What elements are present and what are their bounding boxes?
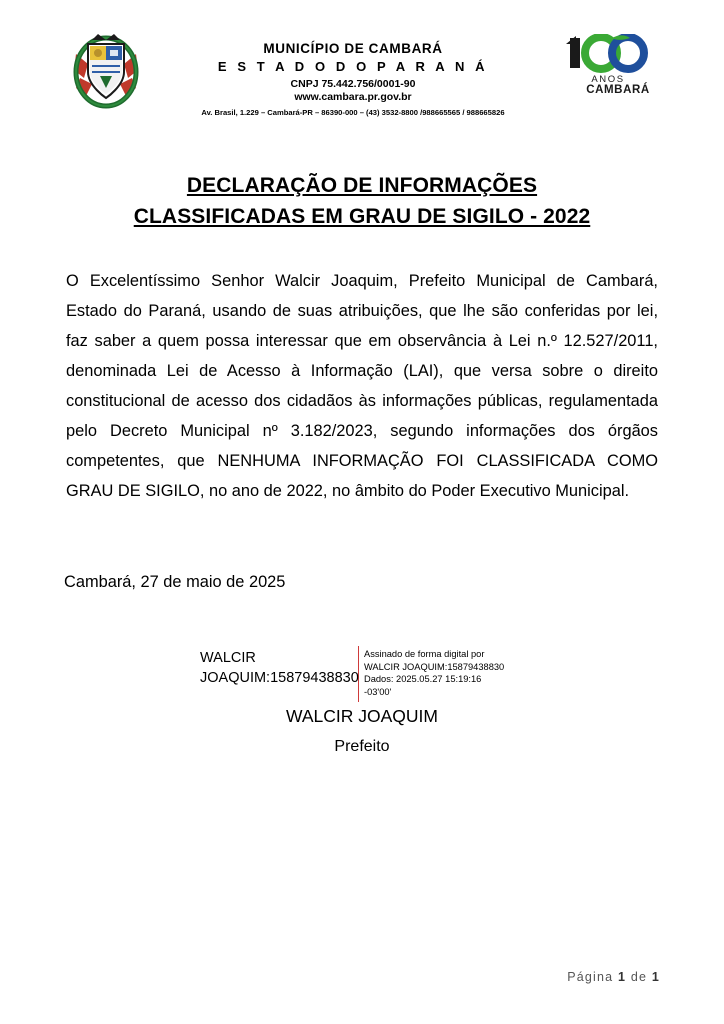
signatory-name: WALCIR JOAQUIM (286, 706, 438, 726)
digital-signature-stamp-right (364, 648, 536, 698)
stamp-line-1: Assinado de forma digital por (364, 649, 485, 659)
document-header (64, 26, 660, 122)
digital-signature-stamp-left: WALCIR JOAQUIM:15879438830 (200, 650, 359, 686)
footer-current-page: 1 (618, 970, 627, 984)
footer-label-of: de (630, 970, 648, 984)
date-line: Cambará, 27 de maio de 2025 (64, 573, 286, 591)
address-line: Av. Brasil, 1.229 – Cambará-PR – 86390-000 – (43) 3532-8800 /988665565 / 988665826 (201, 108, 505, 117)
svg-text:CAMBARÁ: CAMBARÁ (586, 84, 650, 96)
page-title-line-1: DECLARAÇÃO DE INFORMAÇÕES (186, 174, 538, 197)
stamp-line-3: Dados: 2025.05.27 15:19:16 (364, 674, 482, 685)
page-title-line-2: CLASSIFICADAS EM GRAU DE SIGILO - 2022 (133, 205, 591, 228)
municipality-name: MUNICÍPIO DE CAMBARÁ (263, 41, 443, 56)
cambara-100-anos-logo-icon (564, 34, 656, 96)
page-number-footer (567, 970, 660, 984)
municipal-coat-of-arms-icon (70, 26, 142, 112)
footer-total-pages: 1 (651, 970, 660, 984)
cnpj-line: CNPJ 75.442.756/0001-90 (290, 78, 416, 90)
svg-text:ANOS: ANOS (591, 74, 625, 85)
header-text-block (142, 26, 564, 119)
footer-label-page: Página (567, 970, 614, 984)
state-name: E S T A D O D O P A R A N Á (217, 59, 489, 74)
stamp-line-4: -03'00' (364, 686, 392, 697)
page-title (64, 170, 660, 232)
stamp-line-2: WALCIR JOAQUIM:15879438830 (364, 661, 505, 672)
website-line: www.cambara.pr.gov.br (294, 91, 412, 103)
declaration-paragraph: O Excelentíssimo Senhor Walcir Joaquim, Prefeito Municipal de Cambará, Estado do Paraná, usando de suas atribuições, que lhe são conferidas por lei, faz saber a quem possa interessar que em observância à Lei n.º 12.527/2011, denominada Lei de Acesso à Informação (LAI), que versa sobre o direito constitucional de acesso dos cidadãos às informações públicas, regulamentada pelo Decreto Municipal nº 3.182/2023, segundo informações dos órgãos competentes, que NENHUMA INFORMAÇÃO FOI CLASSIFICADA COMO GRAU DE SIGILO, no ano de 2022, no âmbito do Poder Executivo Municipal. (66, 272, 658, 500)
signature-block (64, 648, 660, 778)
signatory-role: Prefeito (334, 738, 390, 755)
